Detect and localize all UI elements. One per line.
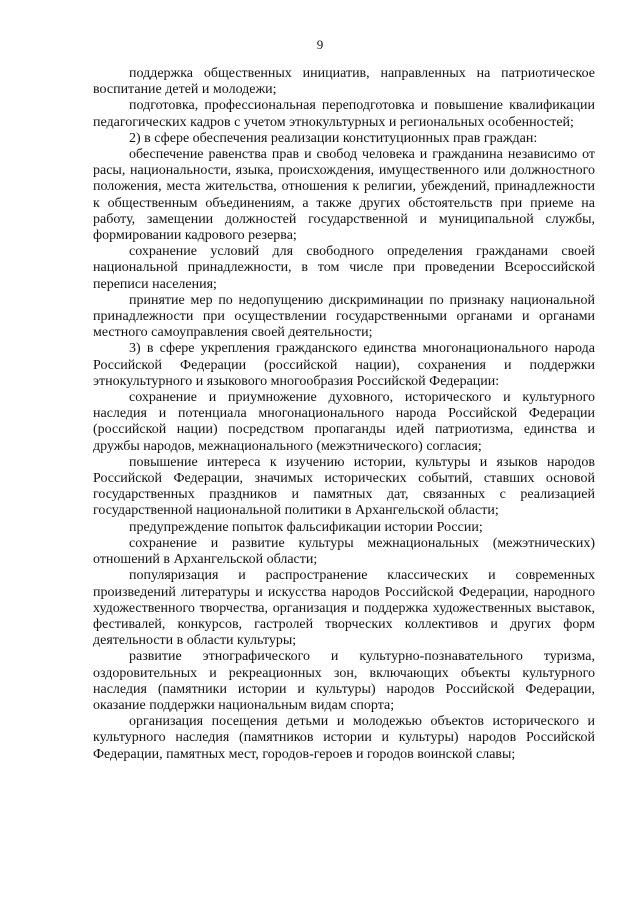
page-number: 9: [316, 37, 324, 52]
paragraph-equality-of-rights: обеспечение равенства прав и свобод человека и гражданина независимо от расы, национальности, языка, происхождения, имущественного или должностного положения, места жительства, отношения к религии, убеждений, принадлежности к общественным объединениям, а также других обстоятельств при приеме на работу, замещении должностей государственной и муниципальной службы, формировании кадрового резерва;: [93, 147, 595, 244]
paragraph-national-identity: сохранение условий для свободного определения гражданами своей национальной принадлежности, в том числе при проведении Всероссийской переписи населения;: [93, 244, 595, 292]
paragraph-arts-popularization: популяризация и распространение классических и современных произведений литературы и искусства народов Российской Федерации, народного художественного творчества, организация и поддержка художественных выставок, фестивалей, конкурсов, гастролей творческих коллективов и других форм деятельности в области культуры;: [93, 568, 595, 649]
paragraph-non-discrimination: принятие мер по недопущению дискриминации по признаку национальной принадлежности при осуществлении государственными органами и органами местного самоуправления своей деятельности;: [93, 292, 595, 341]
paragraph-cultural-heritage: сохранение и приумножение духовного, исторического и культурного наследия и потенциала многонационального народа Российской Федерации (российской нации) посредством пропаганды идей патриотизма, единства и дружбы народов, межнационального (межэтнического) согласия;: [93, 390, 595, 454]
paragraph-youth-visits: организация посещения детьми и молодежью объектов исторического и культурного наследия (памятников истории и культуры) народов Российской Федерации, памятных мест, городов-героев и городов воинской славы;: [93, 714, 595, 762]
section-heading-constitutional-rights: 2) в сфере обеспечения реализации конституционных прав граждан:: [129, 130, 538, 146]
paragraph-history-interest: повышение интереса к изучению истории, культуры и языков народов Российской Федерации, значимых исторических событий, ставших основой государственных праздников и памятных дат, связанных с реализацией государственной национальной политики в Архангельской области;: [93, 454, 595, 519]
paragraph-interethnic-culture: сохранение и развитие культуры межнациональных (межэтнических) отношений в Архангельской области;: [93, 535, 595, 568]
section-heading-civic-unity: 3) в сфере укрепления гражданского единства многонационального народа Российской Федерации (российской нации), сохранения и поддержки этнокультурного и языкового многообразия Российской Федерации:: [93, 341, 595, 389]
paragraph-patriotic-initiatives: поддержка общественных инициатив, направленных на патриотическое воспитание детей и молодежи;: [93, 66, 595, 98]
paragraph-history-falsification: предупреждение попыток фальсификации истории России;: [129, 519, 483, 535]
paragraph-teacher-training: подготовка, профессиональная переподготовка и повышение квалификации педагогических кадров с учетом этнокультурных и региональных особенностей;: [93, 98, 595, 130]
document-body: [93, 66, 595, 763]
paragraph-tourism-development: развитие этнографического и культурно-познавательного туризма, оздоровительных и рекреационных зон, включающих объекты культурного наследия (памятники истории и культуры) народов Российской Федерации, оказание поддержки национальным видам спорта;: [93, 649, 595, 713]
